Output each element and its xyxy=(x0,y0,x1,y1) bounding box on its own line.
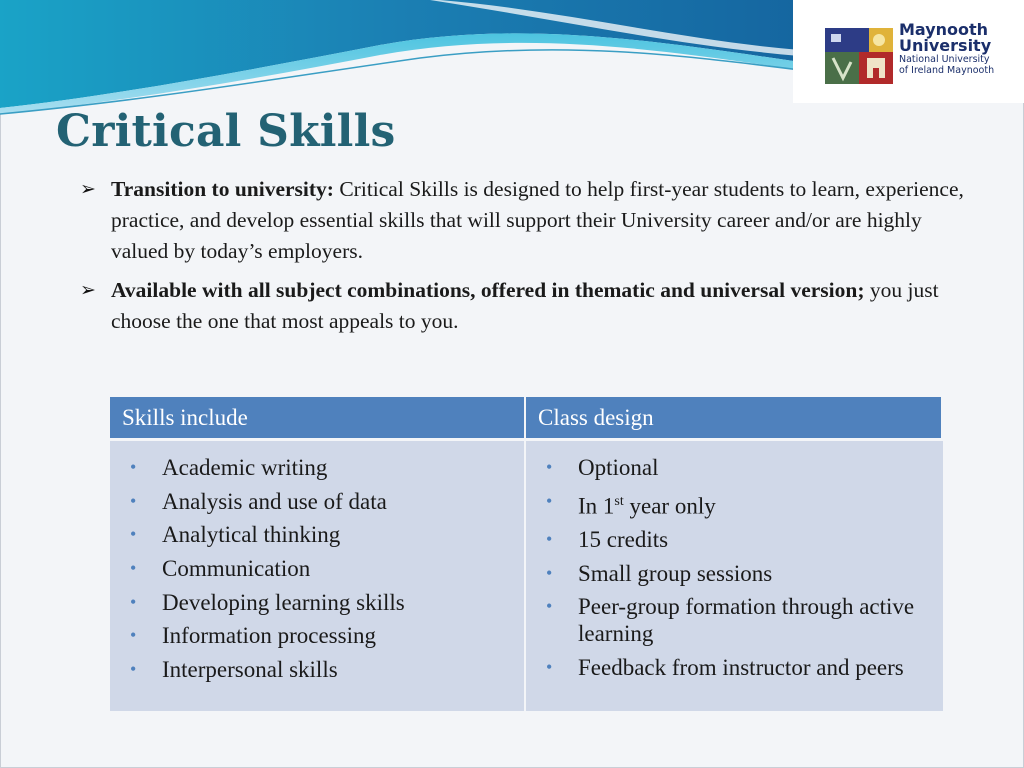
list-item: • Analysis and use of data xyxy=(110,488,524,515)
list-item: • Peer-group formation through active learning xyxy=(526,593,943,647)
arrow-bullet-icon: ➢ xyxy=(80,179,96,200)
list-item: • Information processing xyxy=(110,622,524,649)
bullet-text: Critical Skills is designed to help first-year students to learn, experience, practice, and develop essential skills that will support their University career and/or are highly valued by today’s employers. xyxy=(111,177,964,263)
university-name xyxy=(899,22,1019,76)
header-class-design: Class design xyxy=(526,397,943,441)
list-item: • Communication xyxy=(110,555,524,582)
slide-title: Critical Skills xyxy=(56,106,396,157)
skills-cell xyxy=(110,441,526,711)
bullet-bold: Available with all subject combinations, offered in thematic and universal version; xyxy=(111,278,865,302)
year-superscript: st xyxy=(614,493,624,509)
university-crest-icon xyxy=(825,24,893,88)
bullet-text: you just choose the one that most appeals to you. xyxy=(111,278,939,333)
header-wave-decoration xyxy=(0,0,800,120)
list-item: • Analytical thinking xyxy=(110,521,524,548)
bullet-item xyxy=(78,174,978,267)
university-logo xyxy=(793,0,1024,103)
logo-line-3: National University xyxy=(899,54,990,65)
arrow-bullet-icon: ➢ xyxy=(80,280,96,301)
list-item: • Small group sessions xyxy=(526,560,943,587)
list-item: • Academic writing xyxy=(110,454,524,481)
bullet-item xyxy=(78,275,978,337)
skills-table xyxy=(110,397,943,711)
list-item: • Interpersonal skills xyxy=(110,656,524,683)
list-item: • Optional xyxy=(526,454,943,481)
list-item: • 15 credits xyxy=(526,526,943,553)
class-design-cell xyxy=(526,441,943,711)
list-item: • Developing learning skills xyxy=(110,589,524,616)
logo-line-4: of Ireland Maynooth xyxy=(899,65,995,76)
year-text-rest: year only xyxy=(623,493,716,519)
year-text: In 1 xyxy=(578,493,615,519)
logo-line-1: Maynooth xyxy=(899,20,989,39)
logo-line-2: University xyxy=(899,36,992,55)
list-item xyxy=(526,488,943,520)
list-item: • Feedback from instructor and peers xyxy=(526,654,943,681)
bullet-bold: Transition to university: xyxy=(111,177,334,201)
intro-bullets xyxy=(78,174,978,345)
header-skills: Skills include xyxy=(110,397,526,441)
